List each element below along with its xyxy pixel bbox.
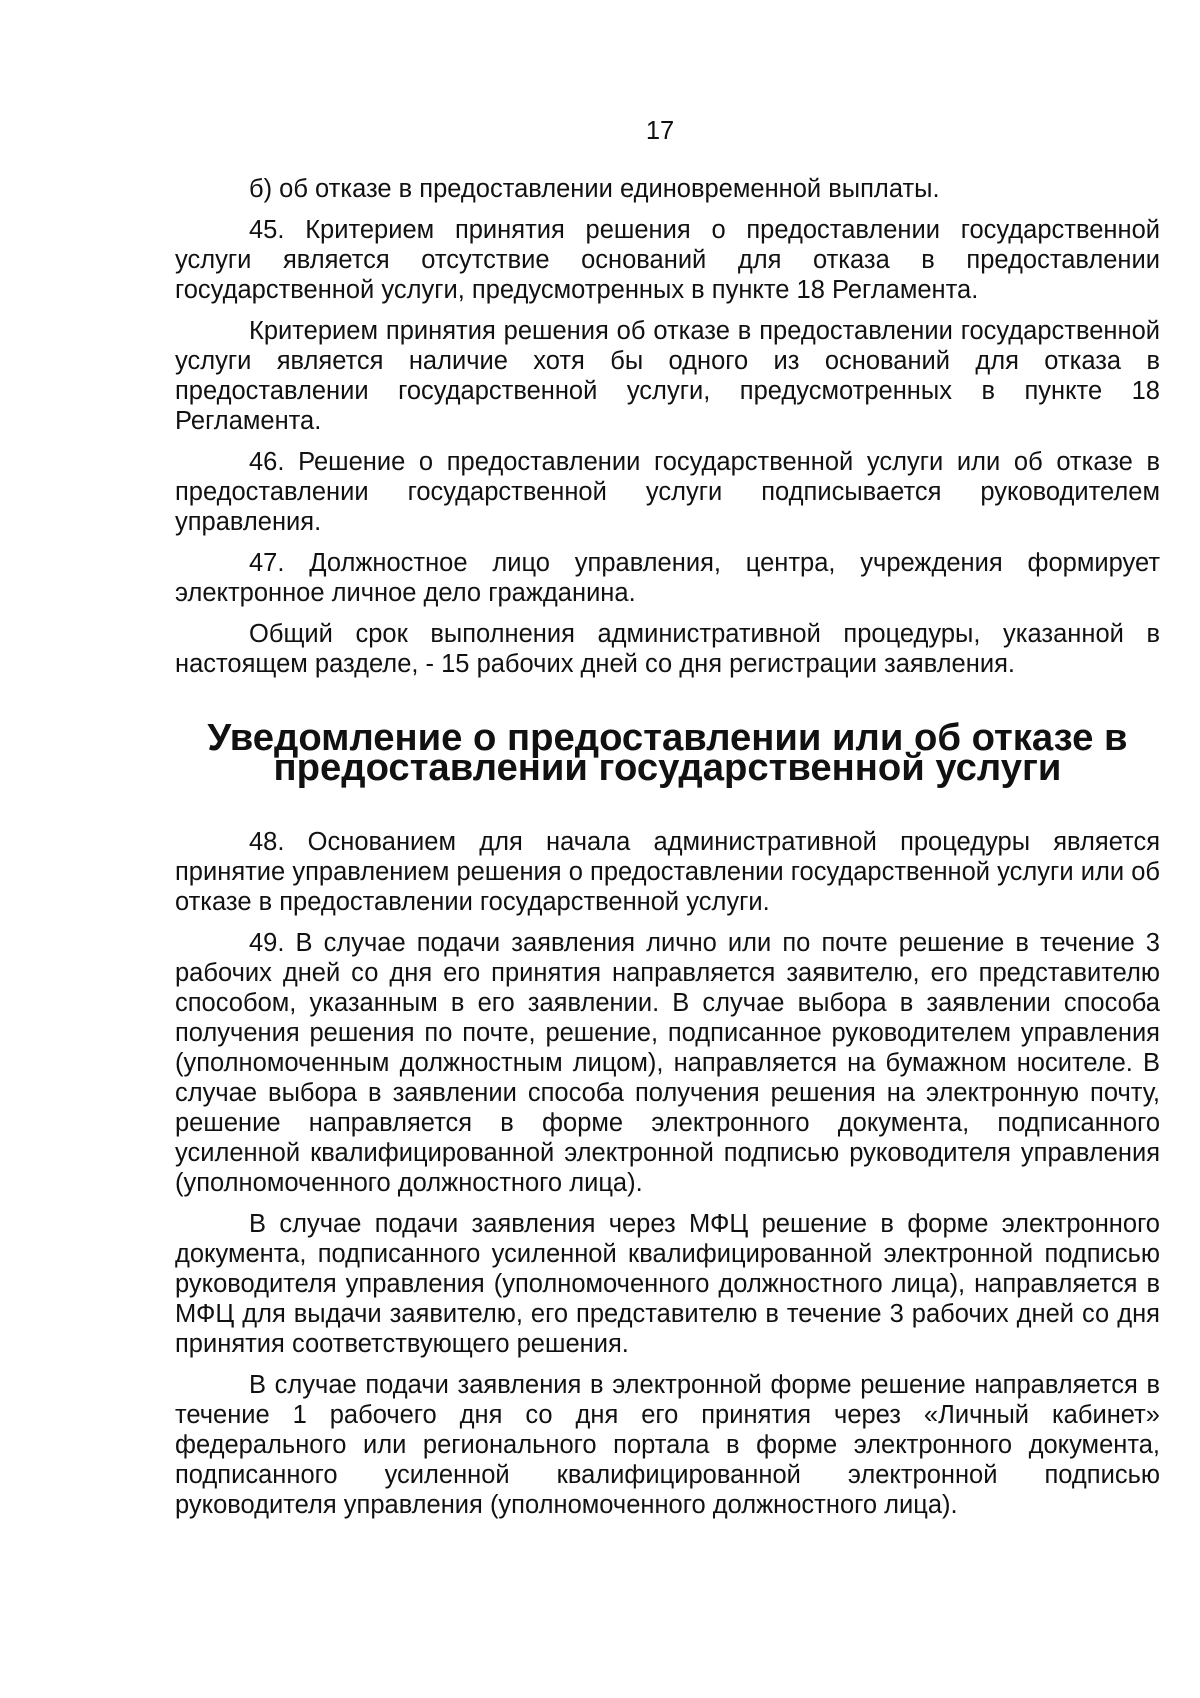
paragraph-48: 48. Основанием для начала административной процедуры является принятие управлением решения о предоставлении государственной услуги или об отказе в предоставлении государственной услуги. — [175, 828, 1160, 916]
paragraph-45-refusal-criterion: Критерием принятия решения об отказе в предоставлении государственной услуги является наличие хотя бы одного из оснований для отказа в предоставлении государственной услуги, предусмотренных в пункте 18 Регламента. — [175, 317, 1160, 435]
paragraph-49-electronic: В случае подачи заявления в электронной форме решение направляется в течение 1 рабочего дня со дня его принятия через «Личный кабинет» федерального или регионального портала в форме электронного документа, подписанного усиленной квалифицированной электронной подписью руководителя управления (уполномоченного должностного лица). — [175, 1371, 1160, 1519]
paragraph-47: 47. Должностное лицо управления, центра, учреждения формирует электронное личное дело гражданина. — [175, 549, 1160, 607]
paragraph-49: 49. В случае подачи заявления лично или по почте решение в течение 3 рабочих дней со дня его принятия направляется заявителю, его представителю способом, указанным в его заявлении. В случае выбора в заявлении способа получения решения по почте, решение, подписанное руководителем управления (уполномоченным должностным лицом), направляется на бумажном носителе. В случае выбора в заявлении способа получения решения на электронную почту, решение направляется в форме электронного документа, подписанного усиленной квалифицированной электронной подписью руководителя управления (уполномоченного должностного лица). — [175, 929, 1160, 1197]
paragraph-b-refusal: б) об отказе в предоставлении единовременной выплаты. — [249, 175, 940, 203]
paragraph-45: 45. Критерием принятия решения о предоставлении государственной услуги является отсутствие оснований для отказа в предоставлении государственной услуги, предусмотренных в пункте 18 Регламента. — [175, 216, 1160, 304]
paragraph-47-total-term: Общий срок выполнения административной процедуры, указанной в настоящем разделе, - 15 рабочих дней со дня регистрации заявления. — [175, 620, 1160, 678]
document-body — [175, 174, 1160, 1531]
paragraph-46: 46. Решение о предоставлении государственной услуги или об отказе в предоставлении государственной услуги подписывается руководителем управления. — [175, 448, 1160, 536]
paragraph-49-mfc: В случае подачи заявления через МФЦ решение в форме электронного документа, подписанного усиленной квалифицированной электронной подписью руководителя управления (уполномоченного должностного лица), направляется в МФЦ для выдачи заявителю, его представителю в течение 3 рабочих дней со дня принятия соответствующего решения. — [175, 1210, 1160, 1358]
section-heading: Уведомление о предоставлении или об отказе в предоставлении государственной услуги — [207, 716, 1128, 789]
page-number: 17 — [645, 117, 675, 145]
